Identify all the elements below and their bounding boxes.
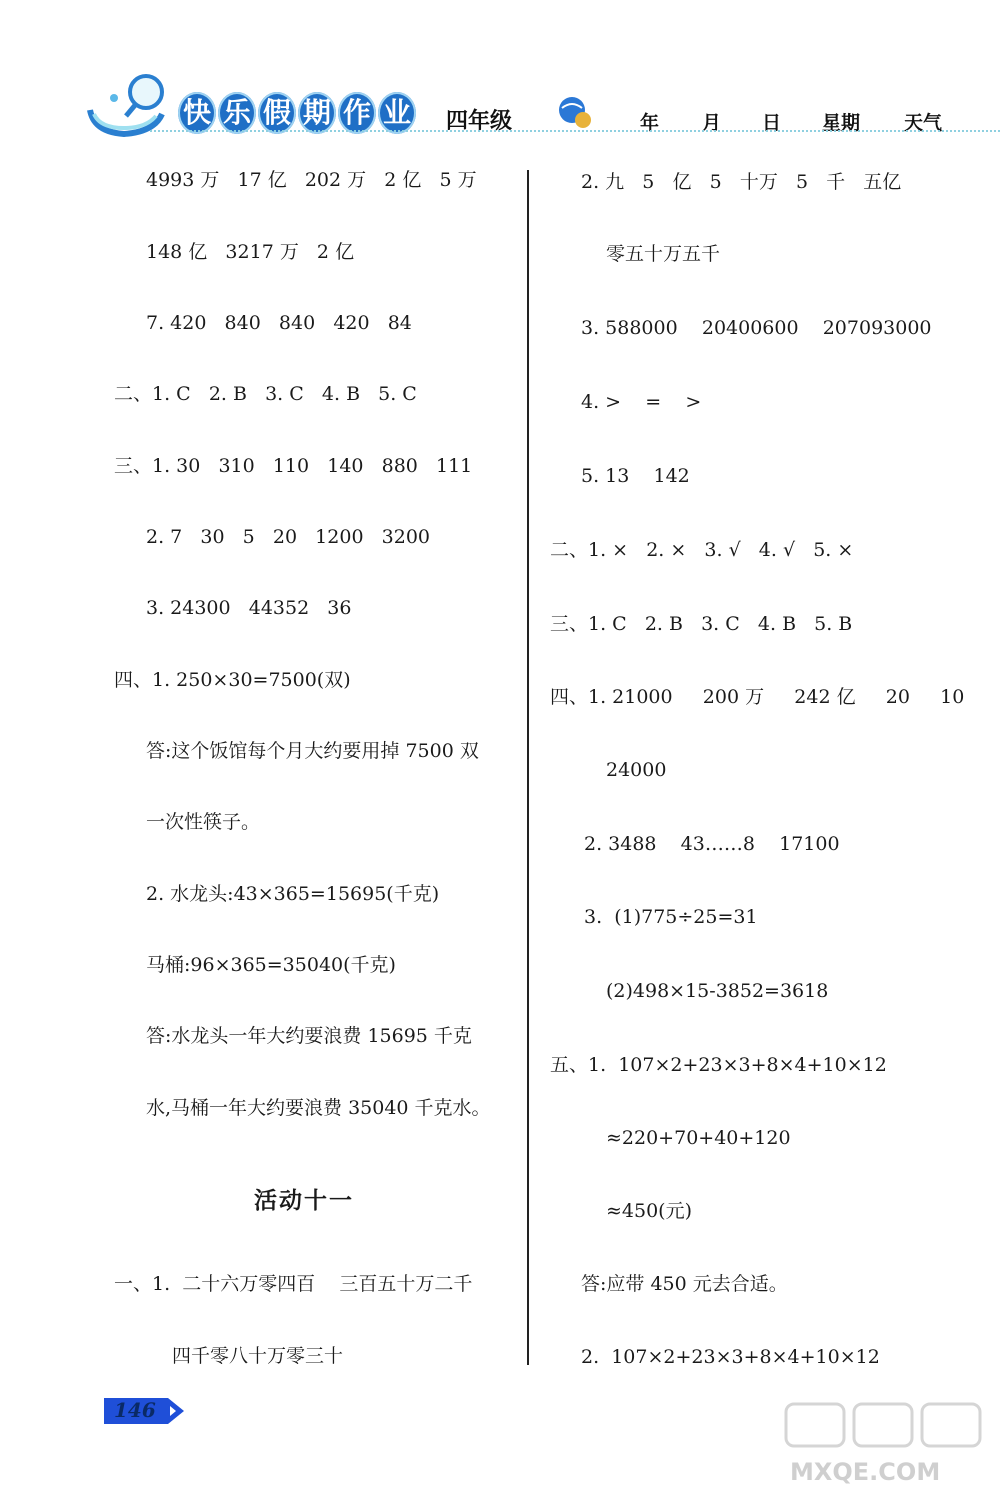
answer-line: (2)498×15-3852=3618 bbox=[606, 980, 829, 1002]
answer-line: 四、1. 250×30=7500(双) bbox=[114, 669, 351, 691]
answer-line: 3. 588000 20400600 207093000 bbox=[581, 317, 932, 339]
weather-field: 天气 bbox=[904, 112, 943, 134]
answer-line: 答:应带 450 元去合适。 bbox=[581, 1273, 788, 1295]
page-number: 146 bbox=[114, 1398, 156, 1422]
answer-line: 水,马桶一年大约要浪费 35040 千克水。 bbox=[146, 1097, 491, 1119]
month-field: 月 bbox=[702, 112, 722, 134]
answer-line: 3. (1)775÷25=31 bbox=[584, 906, 758, 928]
day-field: 日 bbox=[762, 112, 782, 134]
weekday-field: 星期 bbox=[822, 112, 861, 134]
answer-line: 四千零八十万零三十 bbox=[172, 1345, 344, 1367]
answer-line: ≈220+70+40+120 bbox=[606, 1127, 791, 1149]
page-header bbox=[0, 0, 1000, 160]
answer-line: 5. 13 142 bbox=[581, 465, 690, 487]
answer-line: 2. 3488 43……8 17100 bbox=[584, 833, 840, 855]
answer-line: 148 亿 3217 万 2 亿 bbox=[146, 241, 355, 263]
answer-line: 答:水龙头一年大约要浪费 15695 千克 bbox=[146, 1025, 472, 1047]
answer-line: 二、1. C 2. B 3. C 4. B 5. C bbox=[114, 383, 417, 405]
answer-line: 三、1. 30 310 110 140 880 111 bbox=[114, 455, 473, 477]
grade-label: 四年级 bbox=[446, 109, 513, 134]
brand-char: 快 bbox=[178, 92, 216, 134]
answer-line: 一次性筷子。 bbox=[146, 811, 261, 833]
brand-title bbox=[178, 92, 418, 134]
column-divider bbox=[527, 170, 529, 1365]
answer-line: 答:这个饭馆每个月大约要用掉 7500 双 bbox=[146, 740, 479, 762]
answer-line: 四、1. 21000 200 万 242 亿 20 10 bbox=[550, 686, 965, 708]
answer-line: 马桶:96×365=35040(千克) bbox=[146, 954, 396, 976]
brand-char: 期 bbox=[298, 92, 336, 134]
answer-line: 4993 万 17 亿 202 万 2 亿 5 万 bbox=[146, 169, 477, 191]
answer-line: 零五十万五千 bbox=[606, 243, 721, 265]
watermark-text: MXQE.COM bbox=[790, 1458, 941, 1486]
answer-line: 一、1. 二十六万零四百 三百五十万二千 bbox=[114, 1273, 473, 1295]
section-title: 活动十一 bbox=[254, 1188, 354, 1214]
brand-char: 业 bbox=[378, 92, 416, 134]
answer-line: 2. 107×2+23×3+8×4+10×12 bbox=[581, 1346, 880, 1368]
header-dotted-rule bbox=[150, 130, 1000, 132]
answer-line: 4. > = > bbox=[581, 391, 702, 413]
year-field: 年 bbox=[640, 112, 660, 134]
answer-line: 五、1. 107×2+23×3+8×4+10×12 bbox=[550, 1054, 887, 1076]
answer-line: 3. 24300 44352 36 bbox=[146, 597, 352, 619]
answer-line: 二、1. × 2. × 3. √ 4. √ 5. × bbox=[550, 539, 854, 561]
answer-line: 三、1. C 2. B 3. C 4. B 5. B bbox=[550, 613, 853, 635]
brand-char: 作 bbox=[338, 92, 376, 134]
answer-line: 2. 7 30 5 20 1200 3200 bbox=[146, 526, 430, 548]
balloon-icon bbox=[556, 94, 596, 134]
brand-char: 假 bbox=[258, 92, 296, 134]
answer-line: ≈450(元) bbox=[606, 1200, 693, 1222]
brand-char: 乐 bbox=[218, 92, 256, 134]
answer-line: 7. 420 840 840 420 84 bbox=[146, 312, 412, 334]
answer-line: 2. 水龙头:43×365=15695(千克) bbox=[146, 883, 440, 905]
watermark-logo-icon bbox=[780, 1400, 990, 1490]
answer-line: 2. 九 5 亿 5 十万 5 千 五亿 bbox=[581, 171, 902, 193]
answer-line: 24000 bbox=[606, 759, 667, 781]
